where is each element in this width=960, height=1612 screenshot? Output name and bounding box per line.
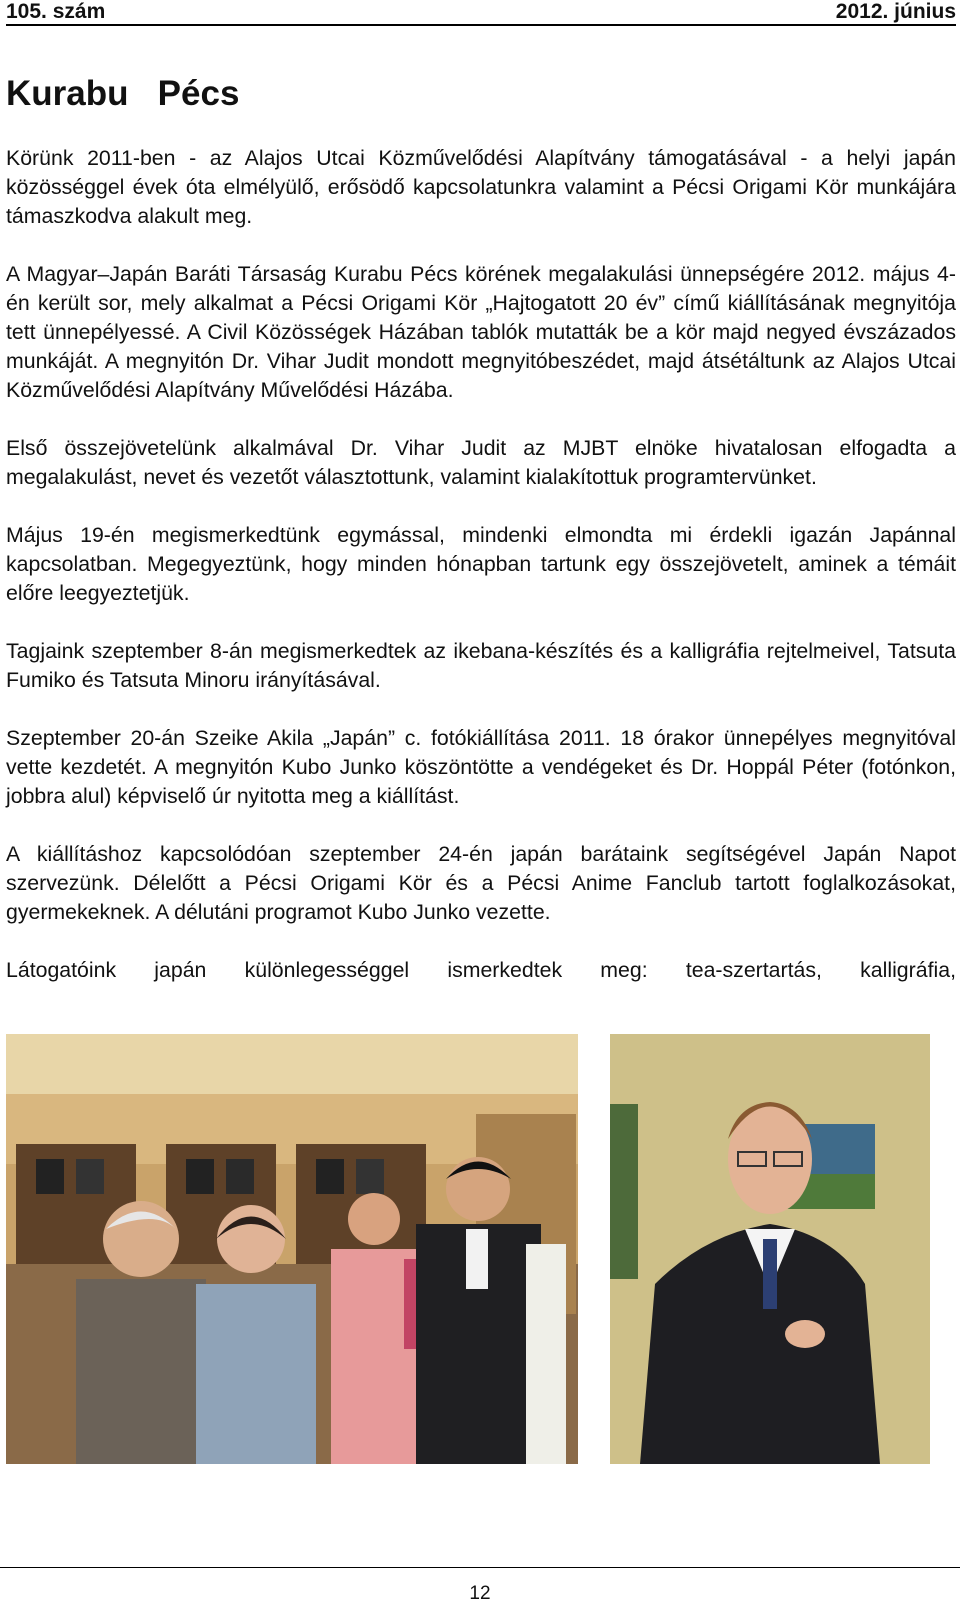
article-body bbox=[6, 144, 956, 1014]
paragraph: Első összejövetelünk alkalmával Dr. Vihar Judit az MJBT elnöke hivatalosan elfogadta a megalakulást, nevet és vezetőt választottunk, valamint kialakítottuk programtervünket. bbox=[6, 436, 956, 489]
footer-divider bbox=[0, 1567, 960, 1568]
speaker-portrait-photo bbox=[610, 1034, 930, 1464]
paragraph: Szeptember 20-án Szeike Akila „Japán” c. fotókiállítása 2011. 18 órakor ünnepélyes megnyitóval vette kezdetét. A megnyitón Kubo Junko köszöntötte a vendégeket és Dr. Hoppál Péter (fotónkon, jobbra alul) képviselő úr nyitotta meg a kiállítást. bbox=[6, 726, 956, 808]
paragraph: A kiállításhoz kapcsolódóan szeptember 24-én japán barátaink segítségével Japán Napot szervezünk. Délelőtt a Pécsi Origami Kör és a Pécsi Anime Fanclub tartott foglalkozásokat, gyermekeknek. A délutáni programot Kubo Junko vezette. bbox=[6, 842, 956, 924]
paragraph: Látogatóink japán különlegességgel ismerkedtek meg: tea-szertartás, kalligráfia, bbox=[6, 958, 956, 982]
issue-number: 105. szám bbox=[6, 0, 106, 23]
article-title: Kurabu Pécs bbox=[6, 74, 240, 113]
exhibition-opening-group-photo bbox=[6, 1034, 578, 1464]
paragraph: Körünk 2011-ben - az Alajos Utcai Közművelődési Alapítvány támogatásával - a helyi japán közösséggel évek óta elmélyülő, erősödő kapcsolatunkra valamint a Pécsi Origami Kör munkájára támaszkodva alakult meg. bbox=[6, 146, 956, 228]
paragraph: Május 19-én megismerkedtünk egymással, mindenki elmondta mi érdekli igazán Japánnal kapcsolatban. Megegyeztünk, hogy minden hónapban tartunk egy összejövetelt, aminek a témáit előre leegyeztetjük. bbox=[6, 523, 956, 605]
page-number: 12 bbox=[469, 1583, 491, 1604]
paragraph: Tagjaink szeptember 8-án megismerkedtek az ikebana-készítés és a kalligráfia rejtelmeivel, Tatsuta Fumiko és Tatsuta Minoru irányításával. bbox=[6, 639, 956, 692]
paragraph: A Magyar–Japán Baráti Társaság Kurabu Pécs körének megalakulási ünnepségére 2012. május 4-én került sor, mely alkalmat a Pécsi Origami Kör „Hajtogatott 20 év” című kiállításának megnyitója tett ünnepélyessé. A Civil Közösségek Házában tablók mutatták be a kör majd negyed évszázados munkáját. A megnyitón Dr. Vihar Judit mondott megnyitóbeszédet, majd átsétáltunk az Alajos Utcai Közművelődési Alapítvány Művelődési Házába. bbox=[6, 262, 956, 402]
page-header bbox=[6, 0, 956, 26]
issue-date: 2012. június bbox=[835, 0, 956, 23]
